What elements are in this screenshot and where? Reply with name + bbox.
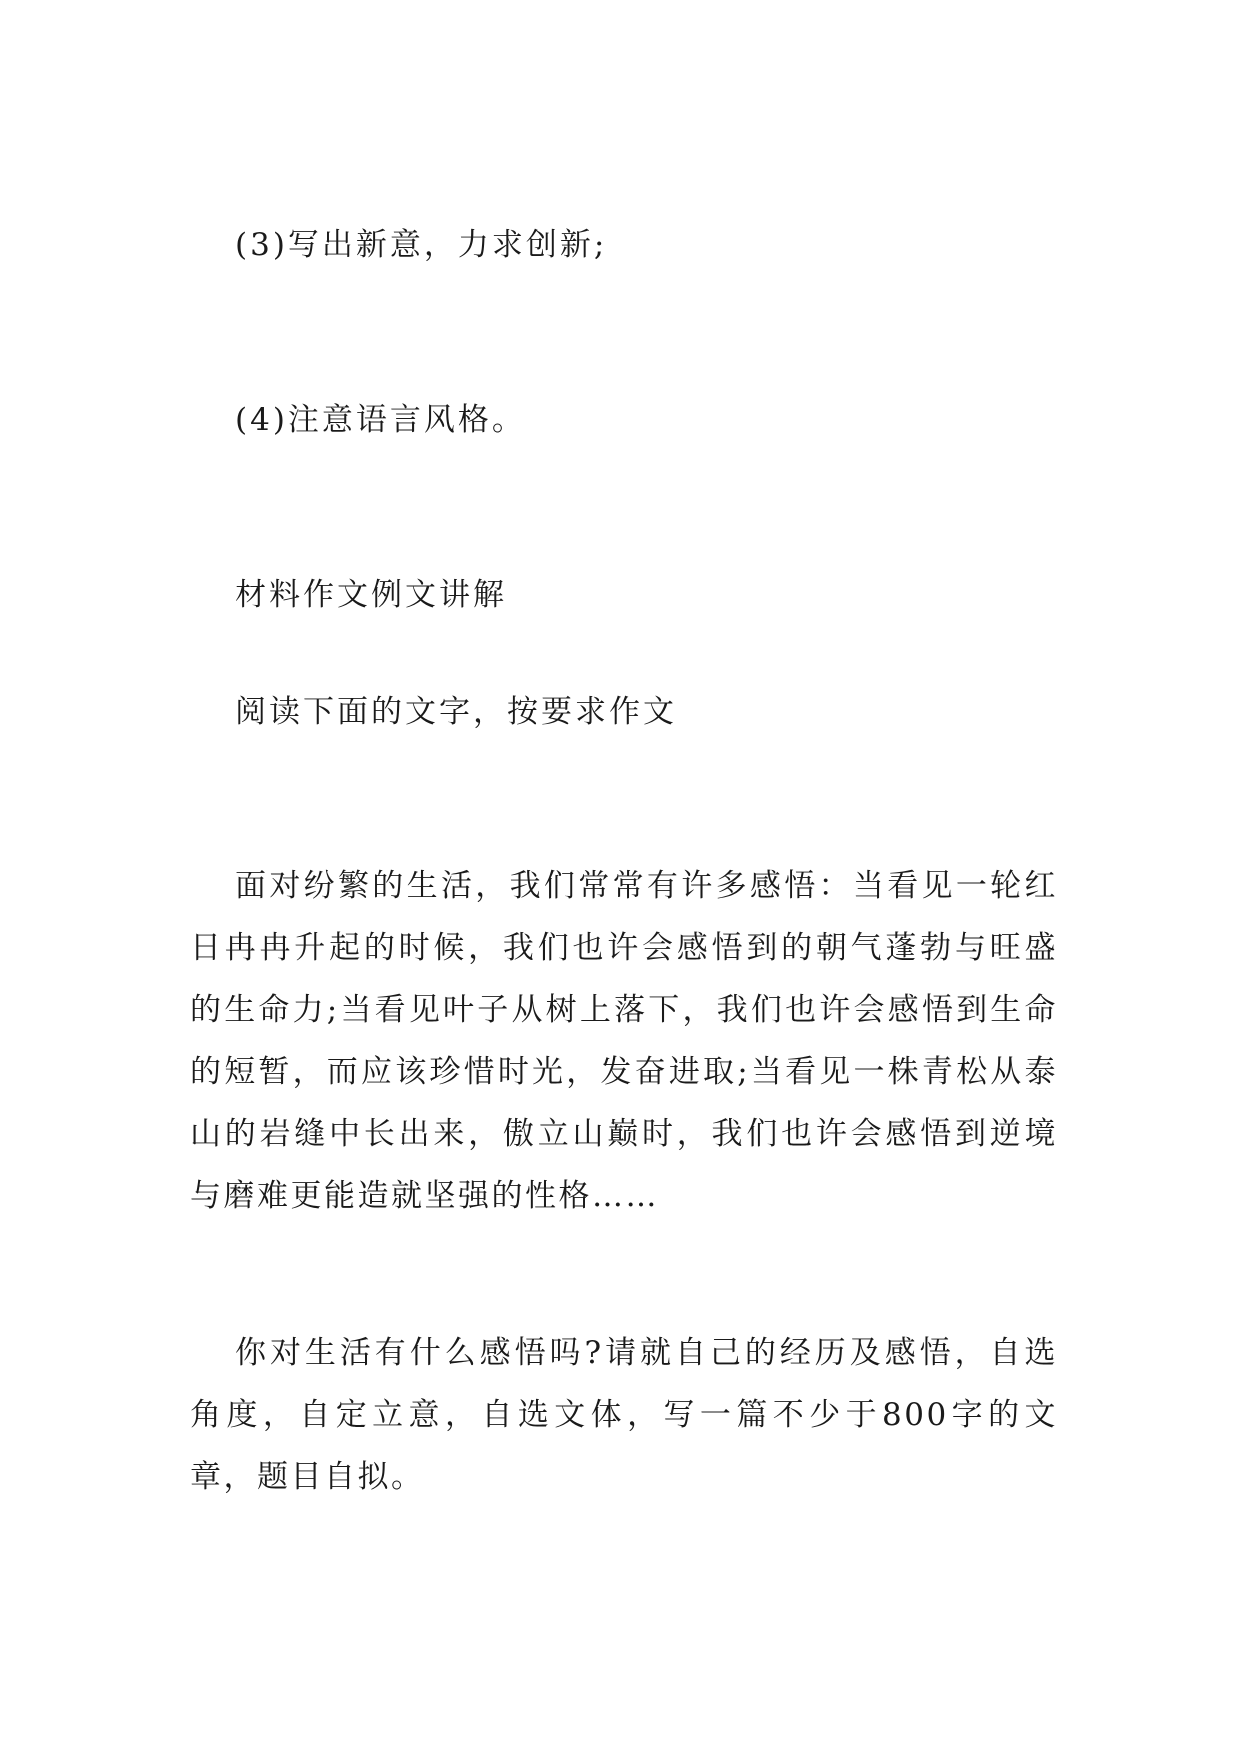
section-title: 材料作文例文讲解: [235, 577, 507, 613]
task-paragraph: 你对生活有什么感悟吗?请就自己的经历及感悟，自选角度，自定立意，自选文体，写一篇不少于800字的文章，题目自拟。: [190, 1335, 1058, 1495]
list-item-3: (3)写出新意，力求创新;: [235, 227, 608, 263]
instruction-line: 阅读下面的文字，按要求作文: [235, 694, 677, 730]
material-paragraph: 面对纷繁的生活，我们常常有许多感悟：当看见一轮红日冉冉升起的时候，我们也许会感悟到的朝气蓬勃与旺盛的生命力;当看见叶子从树上落下，我们也许会感悟到生命的短暂，而应该珍惜时光，发奋进取;当看见一株青松从泰山的岩缝中长出来，傲立山巅时，我们也许会感悟到逆境与磨难更能造就坚强的性格……: [190, 868, 1058, 1214]
list-item-4: (4)注意语言风格。: [235, 402, 526, 438]
